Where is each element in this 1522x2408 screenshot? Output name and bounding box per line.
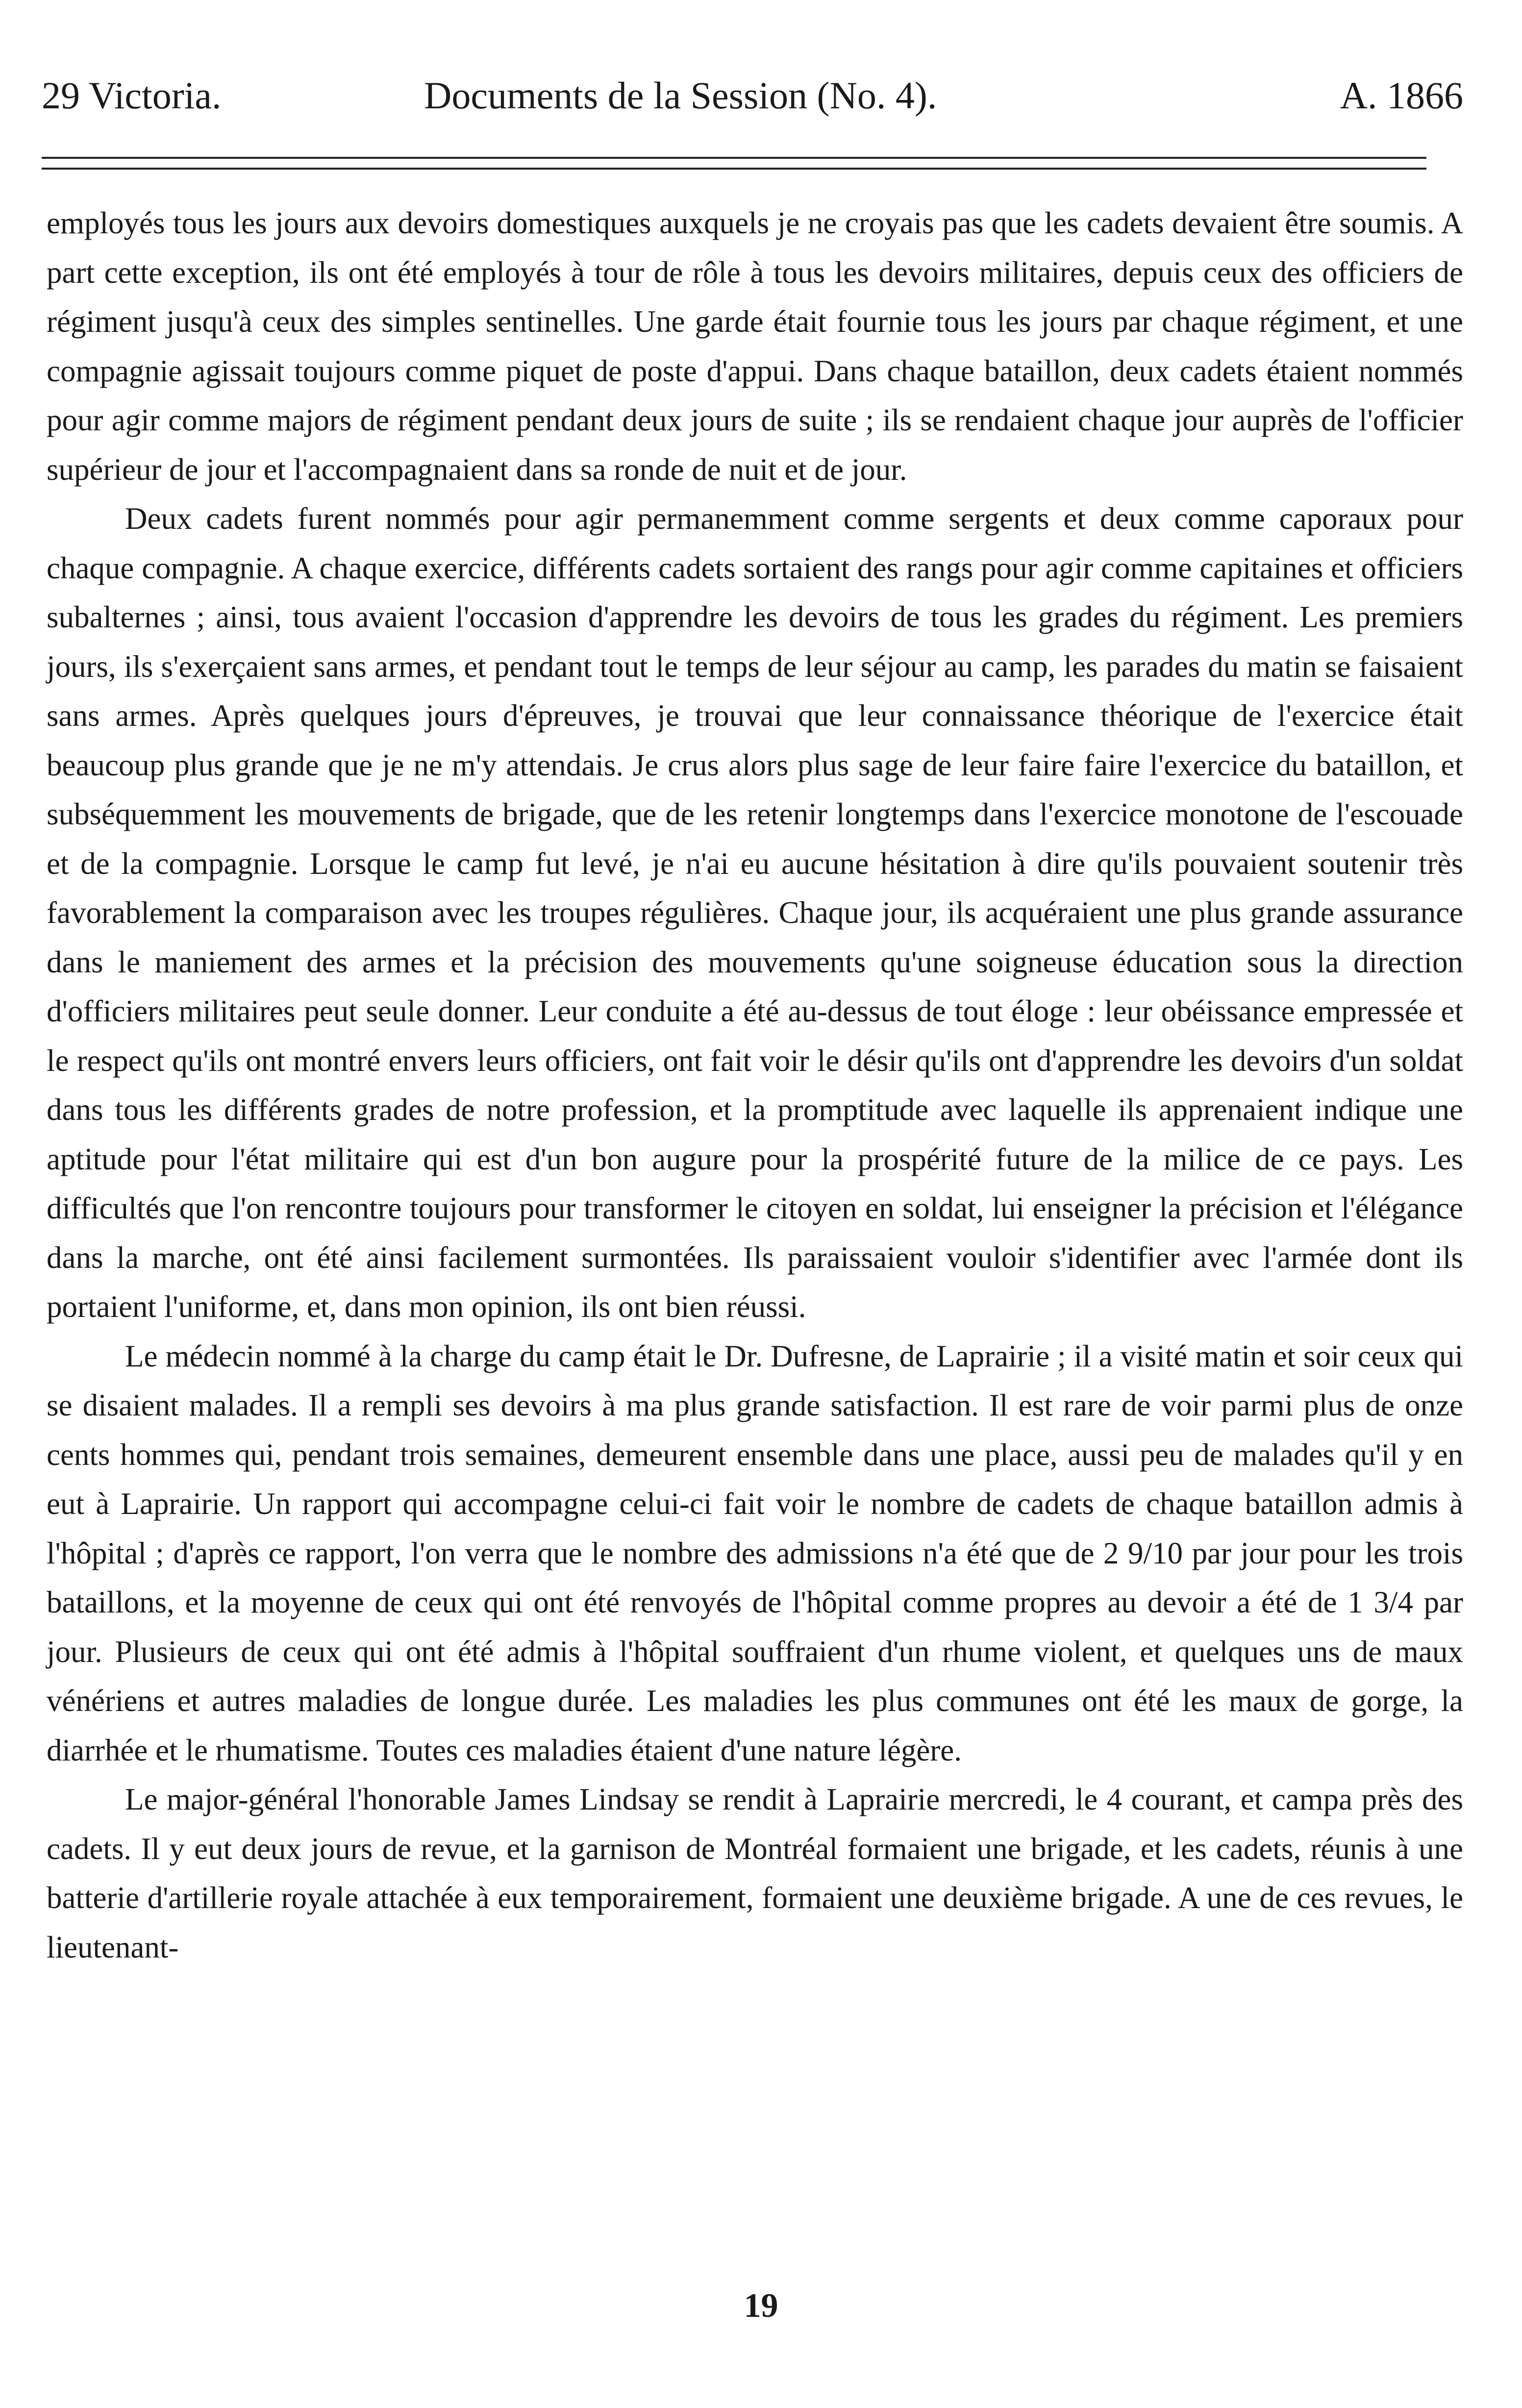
header-volume: 29 Victoria. [42, 74, 222, 117]
page-number: 19 [744, 2287, 778, 2325]
paragraph-major-general: Le major-général l'honorable James Lindsay se rendit à Laprairie mercredi, le 4 courant, et campa près des cadets. Il y eut deux jours de revue, et la garnison de Montréal formaient une brigade, et les cadets, réunis à une batterie d'artillerie royale attachée à eux temporairement, formaient une deuxième brigade. A une de ces revues, le lieutenant- [47, 1782, 1463, 1964]
header-rule-bottom [42, 168, 1426, 170]
paragraph-medecin: Le médecin nommé à la charge du camp était le Dr. Dufresne, de Laprairie ; il a visité matin et soir ceux qui se disaient malades. Il a rempli ses devoirs à ma plus grande satisfaction. Il est rare de voir parmi plus de onze cents hommes qui, pendant trois semaines, demeurent ensemble dans une place, aussi peu de malades qu'il y en eut à Laprairie. Un rapport qui accompagne celui-ci fait voir le nombre de cadets de chaque bataillon admis à l'hôpital ; d'après ce rapport, l'on verra que le nombre des admissions n'a été que de 2 9/10 par jour pour les trois bataillons, et la moyenne de ceux qui ont été renvoyés de l'hôpital comme propres au devoir a été de 1 3/4 par jour. Plusieurs de ceux qui ont été admis à l'hôpital souffraient d'un rhume violent, et quelques uns de maux vénériens et autres maladies de longue durée. Les maladies les plus communes ont été les maux de gorge, la diarrhée et le rhumatisme. Toutes ces maladies étaient d'une nature légère. [47, 1339, 1463, 1767]
body-text [47, 199, 1463, 1972]
page-header [42, 74, 1463, 127]
paragraph-cadets: Deux cadets furent nommés pour agir permanemment comme sergents et deux comme caporaux pour chaque compagnie. A chaque exercice, différents cadets sortaient des rangs pour agir comme capitaines et officiers subalternes ; ainsi, tous avaient l'occasion d'apprendre les devoirs de tous les grades du régiment. Les premiers jours, ils s'exerçaient sans armes, et pendant tout le temps de leur séjour au camp, les parades du matin se faisaient sans armes. Après quelques jours d'épreuves, je trouvai que leur connaissance théorique de l'exercice était beaucoup plus grande que je ne m'y attendais. Je crus alors plus sage de leur faire faire l'exercice du bataillon, et subséquemment les mouvements de brigade, que de les retenir longtemps dans l'exercice monotone de l'escouade et de la compagnie. Lorsque le camp fut levé, je n'ai eu aucune hésitation à dire qu'ils pouvaient soutenir très favorablement la comparaison avec les troupes régulières. Chaque jour, ils acquéraient une plus grande assurance dans le maniement des armes et la précision des mouvements qu'une soigneuse éducation sous la direction d'officiers militaires peut seule donner. Leur conduite a été au-dessus de tout éloge : leur obéissance empressée et le respect qu'ils ont montré envers leurs officiers, ont fait voir le désir qu'ils ont d'apprendre les devoirs d'un soldat dans tous les différents grades de notre profession, et la promptitude avec laquelle ils apprenaient indique une aptitude pour l'état militaire qui est d'un bon augure pour la prospérité future de la milice de ce pays. Les difficultés que l'on rencontre toujours pour transformer le citoyen en soldat, lui enseigner la précision et l'élégance dans la marche, ont été ainsi facilement surmontées. Ils paraissaient vouloir s'identifier avec l'armée dont ils portaient l'uniforme, et, dans mon opinion, ils ont bien réussi. [47, 501, 1463, 1324]
header-rule-top [42, 157, 1426, 159]
paragraph-continuation: employés tous les jours aux devoirs domestiques auxquels je ne croyais pas que les cadets devaient être soumis. A part cette exception, ils ont été employés à tour de rôle à tous les devoirs militaires, depuis ceux des officiers de régiment jusqu'à ceux des simples sentinelles. Une garde était fournie tous les jours par chaque régiment, et une compagnie agissait toujours comme piquet de poste d'appui. Dans chaque bataillon, deux cadets étaient nommés pour agir comme majors de régiment pendant deux jours de suite ; ils se rendaient chaque jour auprès de l'officier supérieur de jour et l'accompagnaient dans sa ronde de nuit et de jour. [47, 206, 1463, 487]
header-title: Documents de la Session (No. 4). [424, 74, 937, 117]
header-year: A. 1866 [1340, 74, 1463, 117]
